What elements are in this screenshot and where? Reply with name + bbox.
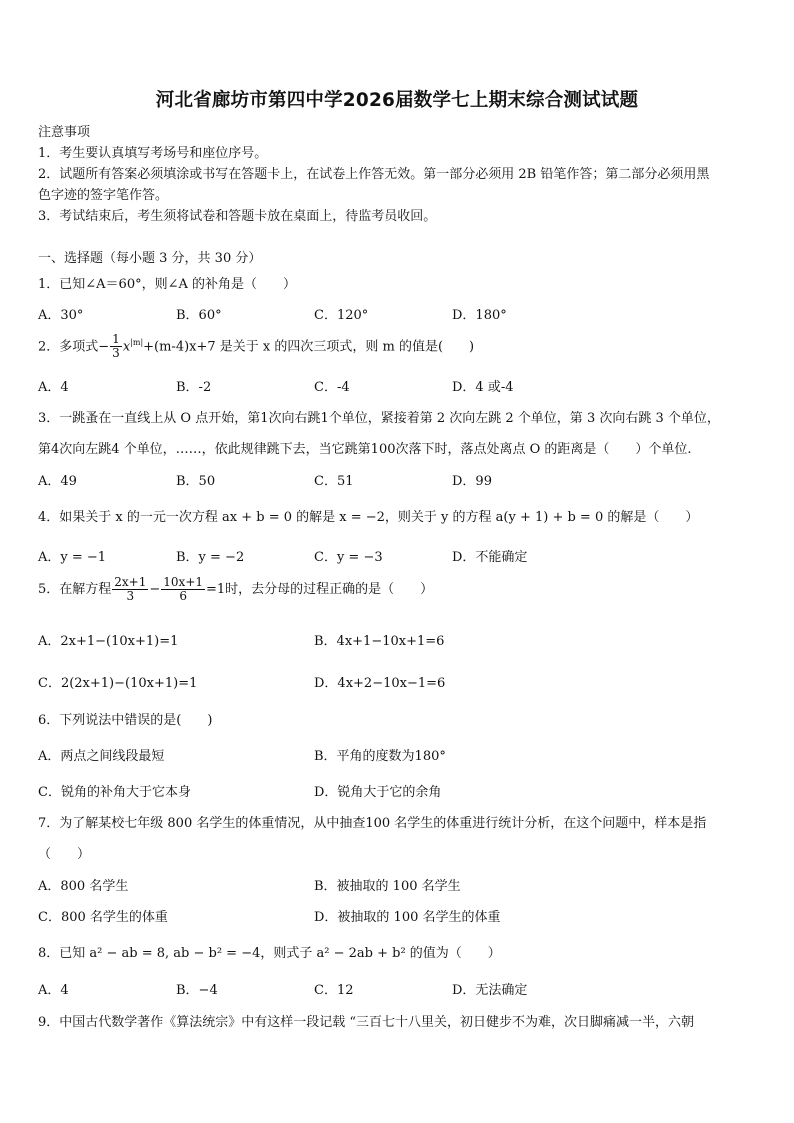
question-5-fraction-1 [112, 576, 148, 603]
question-3-line-2: 第4次向左跳4 个单位，……，依此规律跳下去，当它跳第100次落下时，落点处离点 O 的距离是（ ）个单位. [38, 442, 692, 457]
question-2-stem [38, 330, 474, 360]
question-2-option-d: D．4 或-4 [452, 380, 514, 395]
question-7-option-b: B．被抽取的 100 名学生 [314, 879, 461, 894]
question-4-option-c: C．y = −3 [314, 550, 383, 565]
question-1-option-a: A．30° [38, 308, 84, 323]
page-title: 河北省廊坊市第四中学2026届数学七上期末综合测试试题 [155, 90, 639, 111]
question-3-option-b: B．50 [176, 474, 216, 489]
notice-item-3: 3．考试结束后，考生须将试卷和答题卡放在桌面上，待监考员收回。 [38, 209, 437, 224]
question-2-variable: x [122, 339, 131, 355]
question-1-stem: 1．已知∠A＝60°，则∠A 的补角是（ ） [38, 277, 297, 292]
notice-heading: 注意事项 [38, 125, 91, 140]
question-6-option-a: A．两点之间线段最短 [38, 749, 165, 764]
notice-item-1: 1．考生要认真填写考场号和座位序号。 [38, 146, 268, 161]
question-8-option-a: A．4 [38, 983, 69, 998]
question-5-fraction-2 [161, 576, 205, 603]
question-1-option-c: C．120° [314, 308, 369, 323]
question-5-option-c: C．2(2x+1)−(10x+1)=1 [38, 676, 198, 691]
question-3-option-a: A．49 [38, 474, 77, 489]
question-8-stem: 8．已知 a² − ab = 8, ab − b² = −4，则式子 a² − 2ab + b² 的值为（ ） [38, 946, 501, 961]
question-6-option-b: B．平角的度数为180° [314, 749, 446, 764]
question-3-option-d: D．99 [452, 474, 492, 489]
question-7-line-1: 7．为了解某校七年级 800 名学生的体重情况，从中抽查100 名学生的体重进行统计分析，在这个问题中，样本是指 [38, 816, 707, 831]
question-5-fraction-1-denominator: 3 [126, 589, 135, 603]
question-1-option-b: B．60° [176, 308, 222, 323]
question-5-suffix: =1时，去分母的过程正确的是（ ） [206, 582, 434, 597]
notice-item-2: 2．试题所有答案必须填涂或书写在答题卡上，在试卷上作答无效。第一部分必须用 2B 铅笔作答；第二部分必须用黑 [38, 167, 710, 182]
question-2-prefix: 2．多项式− [38, 339, 110, 355]
question-9-line-1: 9．中国古代数学著作《算法统宗》中有这样一段记载 “三百七十八里关，初日健步不为难，次日脚痛减一半，六朝 [38, 1015, 695, 1030]
question-6-stem: 6．下列说法中错误的是( ) [38, 713, 213, 728]
question-5-option-a: A．2x+1−(10x+1)=1 [38, 634, 179, 649]
question-2-option-a: A．4 [38, 380, 69, 395]
question-2-option-b: B．-2 [176, 380, 212, 395]
question-4-option-a: A．y = −1 [38, 550, 107, 565]
section-heading: 一、选择题（每小题 3 分，共 30 分） [38, 251, 262, 266]
question-2-fraction [110, 333, 122, 360]
question-2-fraction-numerator: 1 [112, 332, 120, 347]
question-5-stem [38, 576, 433, 603]
question-5-minus: − [149, 582, 161, 597]
question-6-option-c: C．锐角的补角大于它本身 [38, 785, 191, 800]
notice-item-2-cont: 色字迹的签字笔作答。 [38, 188, 169, 203]
question-5-fraction-2-denominator: 6 [179, 589, 187, 603]
question-4-option-d: D．不能确定 [452, 550, 528, 565]
question-7-option-a: A．800 名学生 [38, 879, 129, 894]
question-5-fraction-2-numerator: 10x+1 [163, 575, 204, 589]
question-3-option-c: C．51 [314, 474, 354, 489]
question-5-fraction-1-numerator: 2x+1 [114, 575, 147, 589]
question-2-option-c: C．-4 [314, 380, 350, 395]
question-2-exponent: |m| [130, 338, 144, 347]
question-7-option-c: C．800 名学生的体重 [38, 910, 168, 925]
question-3-line-1: 3．一跳蚤在一直线上从 O 点开始，第1次向右跳1个单位，紧接着第 2 次向左跳 2 个单位，第 3 次向右跳 3 个单位， [38, 411, 720, 426]
question-2-fraction-denominator: 3 [112, 346, 120, 361]
question-6-option-d: D．锐角大于它的余角 [314, 785, 442, 800]
question-5-option-d: D．4x+2−10x−1=6 [314, 676, 446, 691]
question-8-option-b: B．−4 [176, 983, 218, 998]
question-5-option-b: B．4x+1−10x+1=6 [314, 634, 445, 649]
question-7-line-2: （ ） [38, 847, 91, 862]
question-8-option-d: D．无法确定 [452, 983, 528, 998]
question-4-stem: 4．如果关于 x 的一元一次方程 ax + b = 0 的解是 x = −2，则关于 y 的方程 a(y + 1) + b = 0 的解是（ ） [38, 510, 699, 525]
question-7-option-d: D．被抽取的 100 名学生的体重 [314, 910, 501, 925]
question-8-option-c: C．12 [314, 983, 354, 998]
question-4-option-b: B．y = −2 [176, 550, 245, 565]
question-2-suffix: +(m-4)x+7 是关于 x 的四次三项式，则 m 的值是( ) [143, 339, 475, 355]
question-5-prefix: 5．在解方程 [38, 582, 112, 597]
question-1-option-d: D．180° [452, 308, 507, 323]
